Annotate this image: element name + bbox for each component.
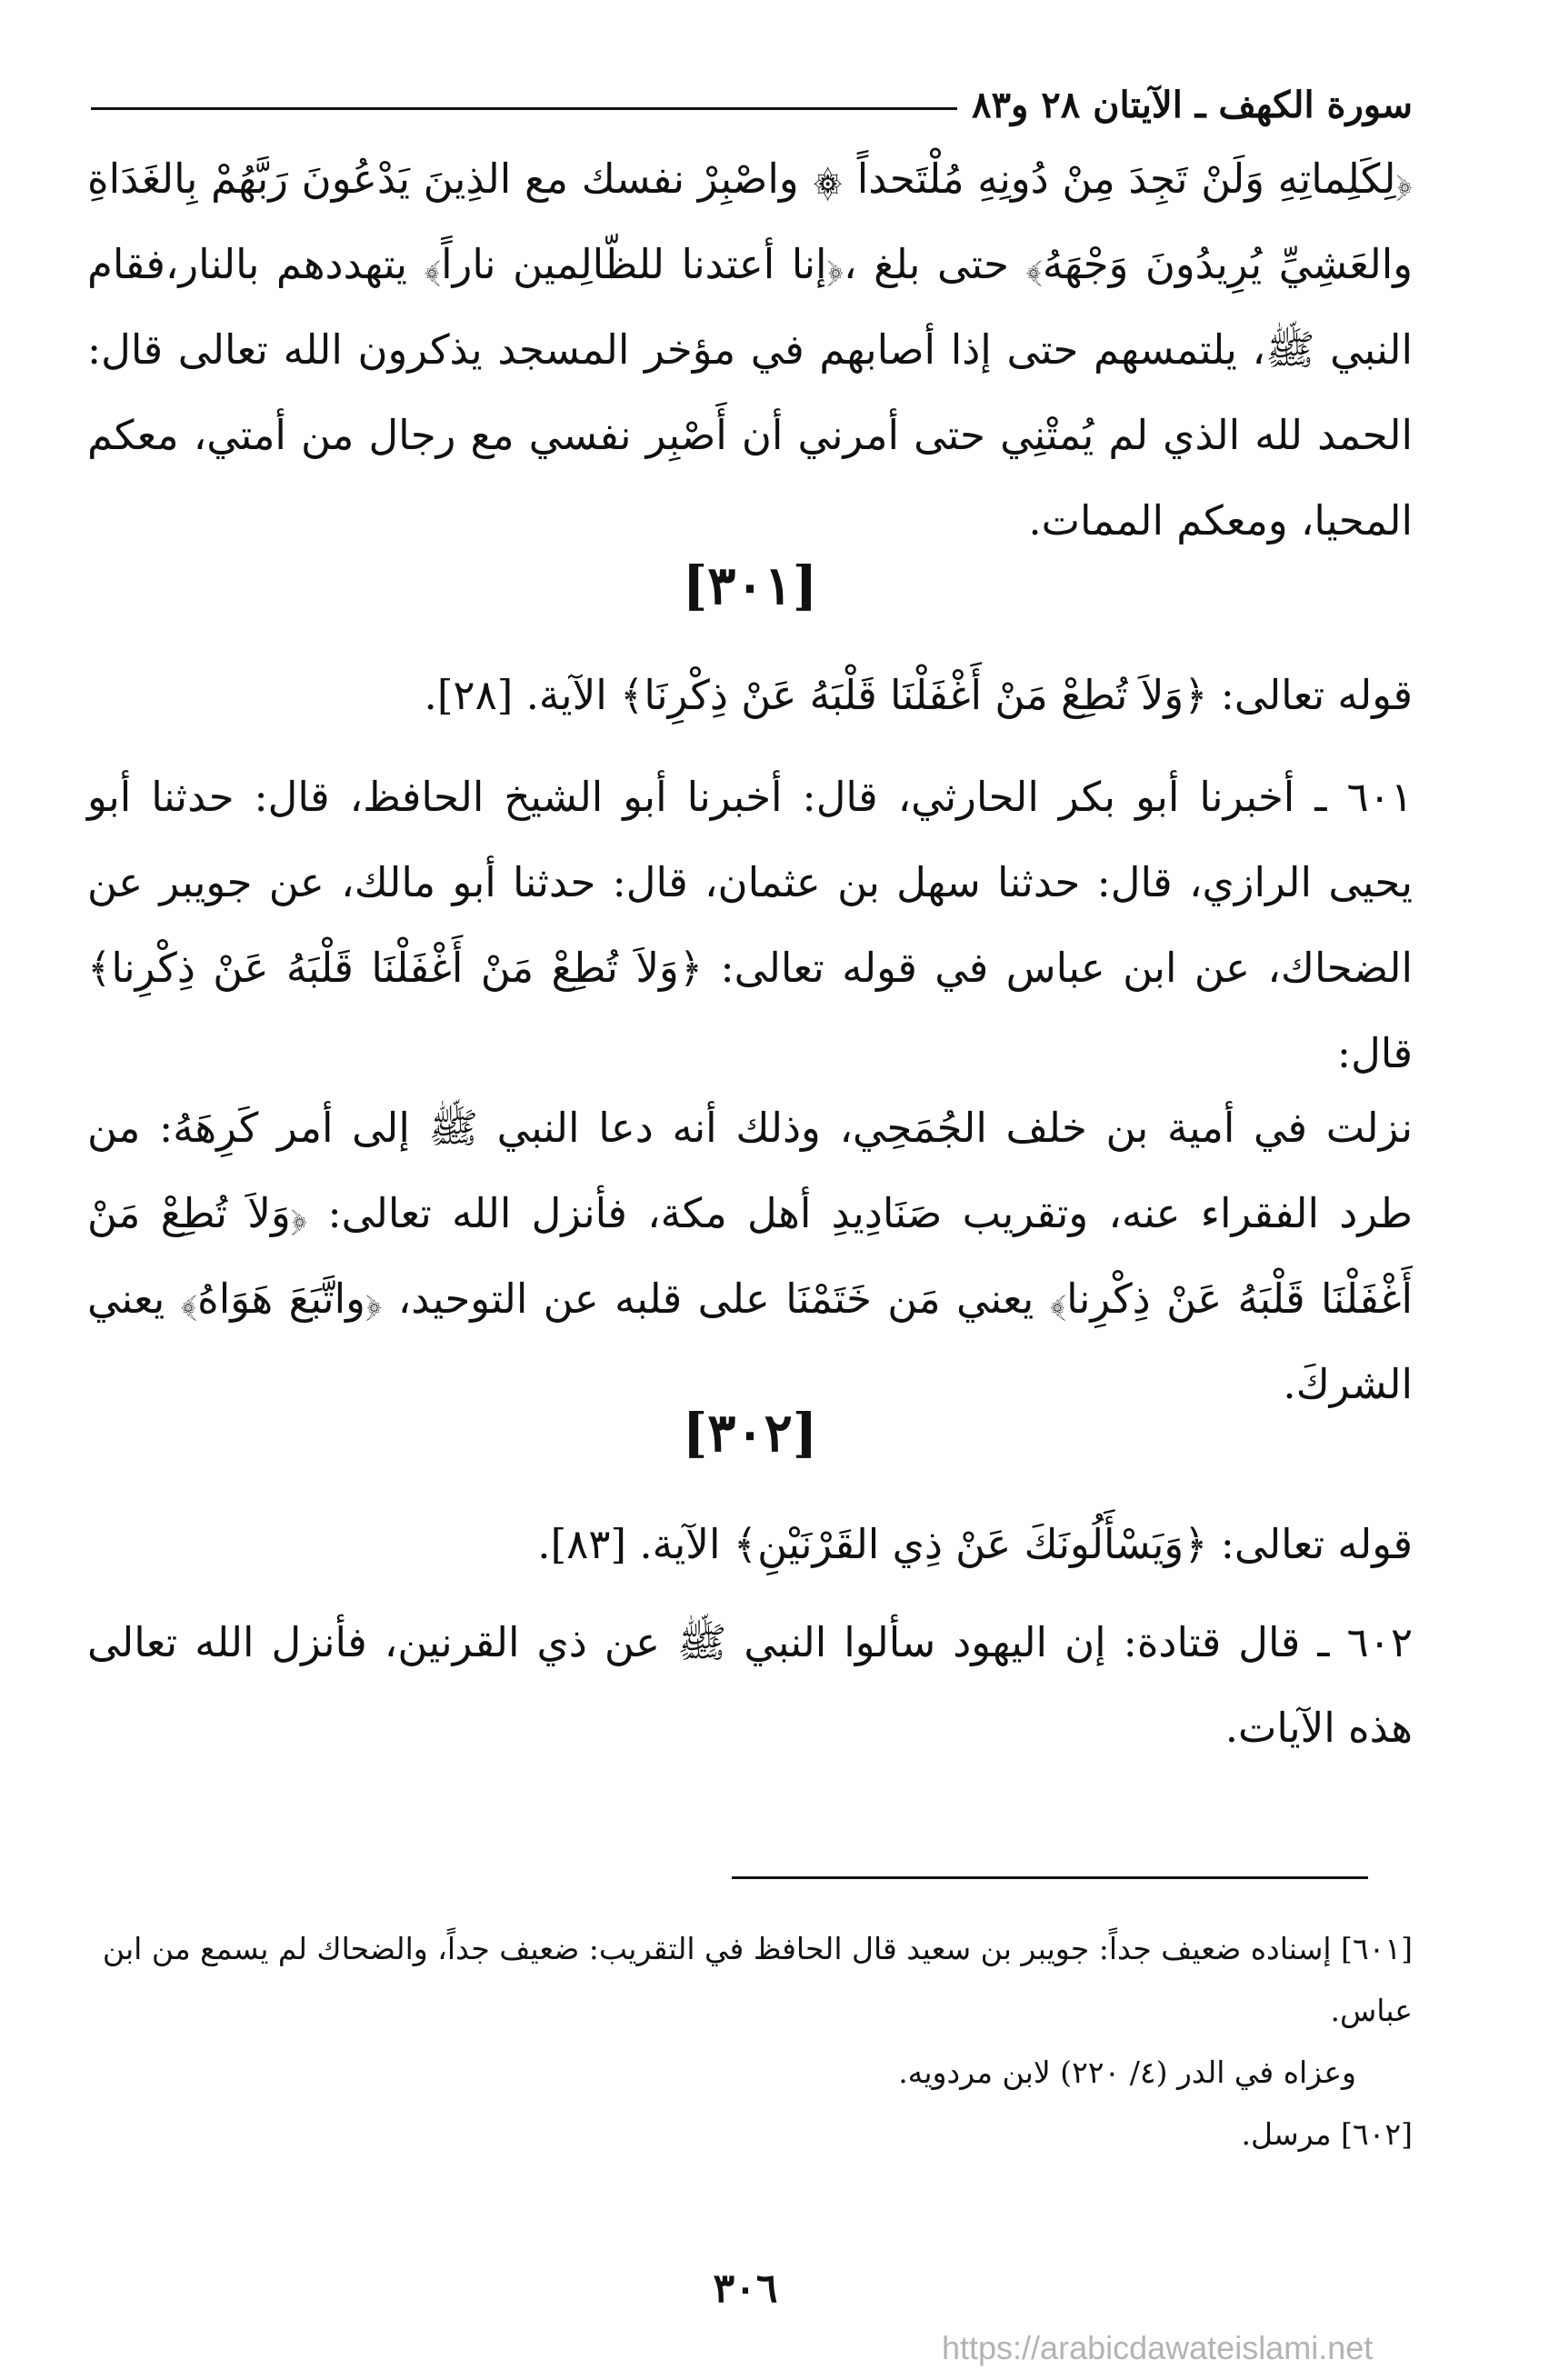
hadith-602-block xyxy=(87,1600,1413,1771)
footnotes xyxy=(87,1918,1413,2165)
section-number-301: [٣٠١] xyxy=(682,555,818,616)
section-302-verse-block xyxy=(87,1502,1413,1587)
commentary-601-block xyxy=(87,1085,1413,1427)
footnote-601-source: وعزاه في الدر (٤/ ٢٢٠) لابن مردويه. xyxy=(898,2055,1356,2090)
intro-paragraph: ﴿لِكَلِماتِهِ وَلَنْ تَجِدَ مِنْ دُونِهِ مُلْتَحداً ۞ واصْبِرْ نفسك مع الذِينَ يَدْعُونَ رَبَّهُمْ بِالغَدَاةِ والعَشِيِّ يُرِيدُونَ وَجْهَهُ﴾ حتى بلغ ،﴿إنا أعتدنا للظّالِمين ناراً﴾ يتهددهم بالنار،فقام النبي ﷺ، يلتمسهم حتى إذا أصابهم في مؤخر المسجد يذكرون الله تعالى قال: الحمد لله الذي لم يُمتْنِي حتى أمرني أن أَصْبِر نفسي مع رجال من أمتي، معكم المحيا، ومعكم الممات. xyxy=(87,155,1413,545)
section-number-302: [٣٠٢] xyxy=(682,1402,818,1464)
footnote-divider xyxy=(732,1876,1368,1879)
section-301-verse-line: قوله تعالى: ﴿وَلاَ تُطِعْ مَنْ أَغْفَلْنَا قَلْبَهُ عَنْ ذِكْرِنَا﴾ الآية. [٢٨]. xyxy=(424,671,1413,719)
hadith-602: ٦٠٢ ـ قال قتادة: إن اليهود سألوا النبي ﷺ عن ذي القرنين، فأنزل الله تعالى هذه الآيات. xyxy=(87,1618,1413,1752)
hadith-601: ٦٠١ ـ أخبرنا أبو بكر الحارثي، قال: أخبرنا أبو الشيخ الحافظ، قال: حدثنا أبو يحيى الرازي، قال: حدثنا سهل بن عثمان، قال: حدثنا أبو مالك، عن جويبر عن الضحاك، عن ابن عباس في قوله تعالى: ﴿وَلاَ تُطِعْ مَنْ أَغْفَلْنَا قَلْبَهُ عَنْ ذِكْرِنا﴾ قال: xyxy=(87,773,1413,1077)
section-302-verse-line: قوله تعالى: ﴿وَيَسْأَلُونَكَ عَنْ ذِي القَرْنَيْنِ﴾ الآية. [٨٣]. xyxy=(537,1520,1413,1568)
intro-paragraph-block xyxy=(87,136,1413,564)
footnote-601: [٦٠١] إسناده ضعيف جداً: جويبر بن سعيد قال الحافظ في التقريب: ضعيف جداً، والضحاك لم يسمع من ابن عباس. xyxy=(102,1931,1413,2028)
page-number: ٣٠٦ xyxy=(713,2265,778,2312)
watermark-url: https://arabicdawateislami.net xyxy=(942,2329,1374,2366)
running-header xyxy=(91,84,1413,126)
header-rule xyxy=(91,107,957,110)
footnote-602: [٦٠٢] مرسل. xyxy=(1241,2116,1413,2152)
section-301-verse-block xyxy=(87,653,1413,738)
running-header-title: سورة الكهف ـ الآيتان ٢٨ و٨٣ xyxy=(972,84,1413,126)
commentary-601: نزلت في أمية بن خلف الجُمَحِي، وذلك أنه دعا النبي ﷺ إلى أمر كَرِهَهُ: من طرد الفقراء عنه، وتقريب صَنَادِيدِ أهل مكة، فأنزل الله تعالى: ﴿وَلاَ تُطِعْ مَنْ أَغْفَلْنَا قَلْبَهُ عَنْ ذِكْرِنا﴾ يعني مَن خَتَمْنَا على قلبه عن التوحيد، ﴿واتَّبَعَ هَوَاهُ﴾ يعني الشركَ. xyxy=(87,1104,1413,1408)
hadith-601-block xyxy=(87,755,1413,1096)
